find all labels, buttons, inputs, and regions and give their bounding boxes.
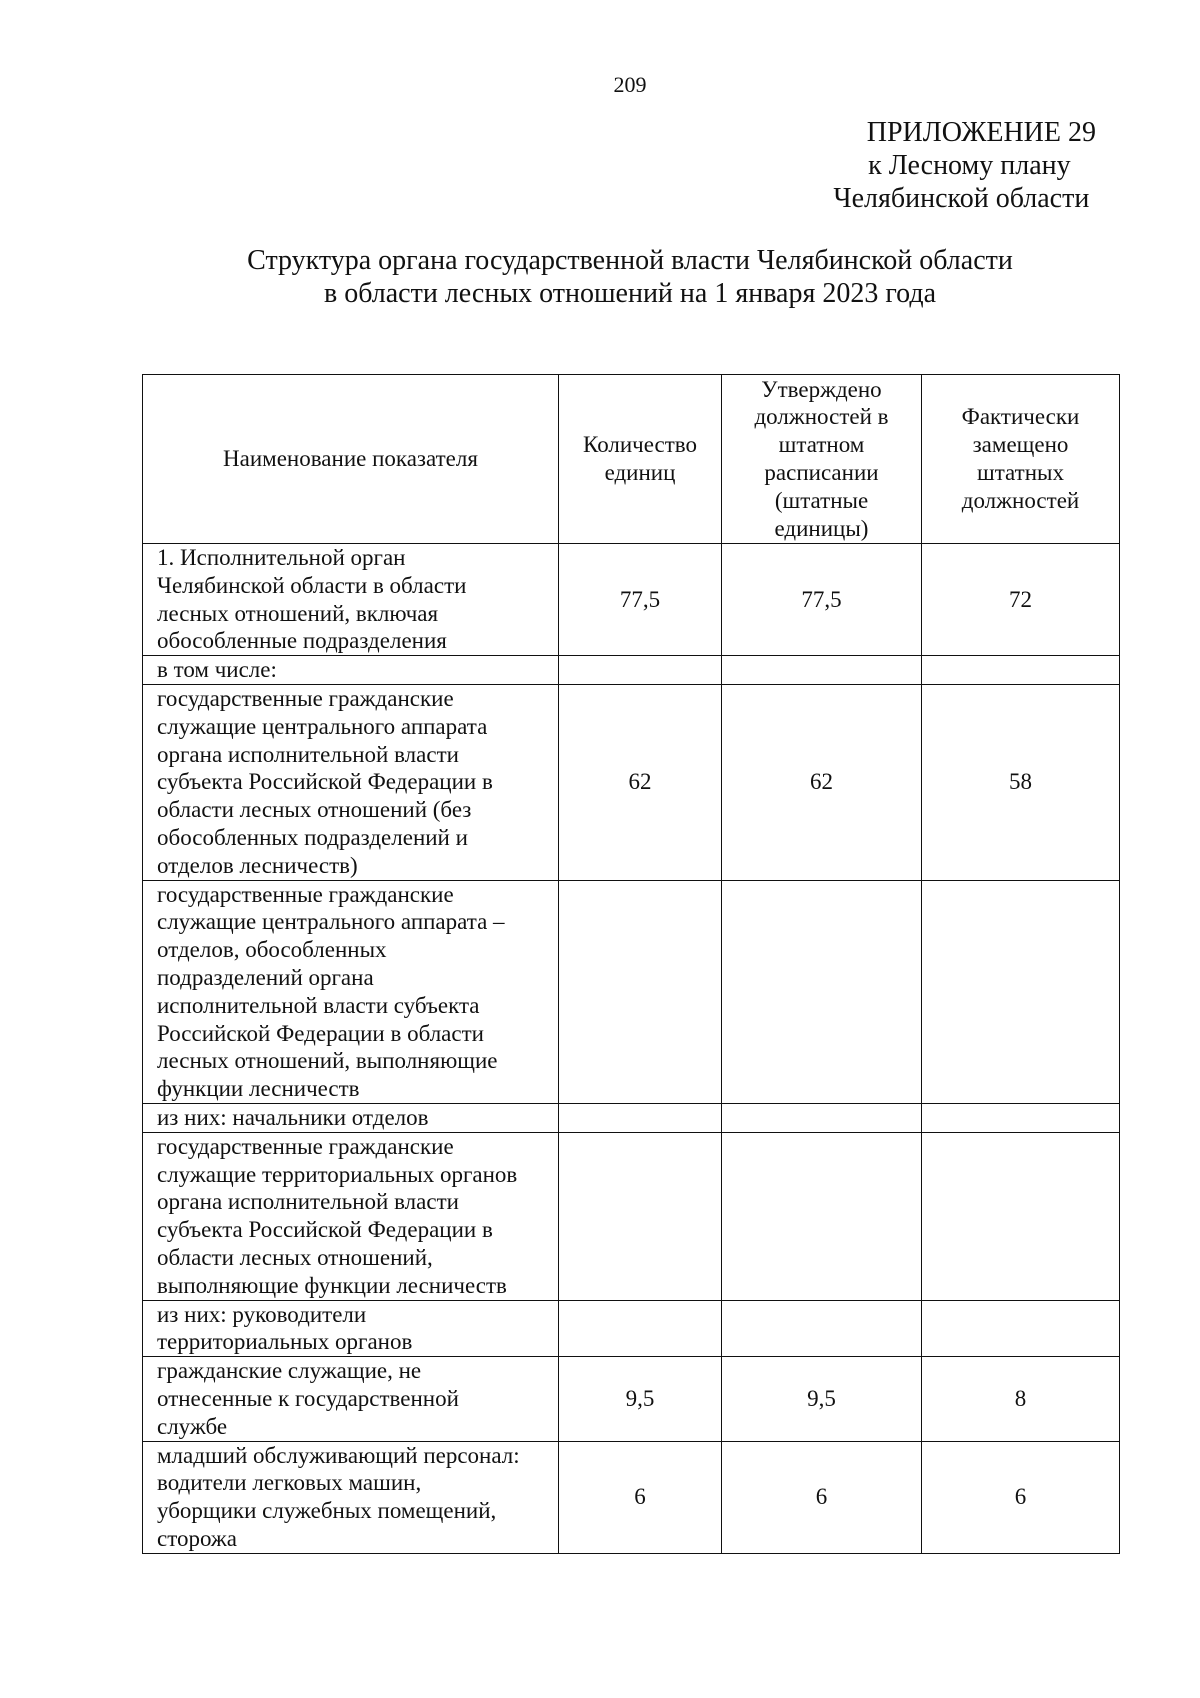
indicator-name-line: субъекта Российской Федерации в bbox=[157, 1217, 493, 1243]
unit-count-cell: 62 bbox=[559, 684, 722, 880]
indicator-name-line: отнесенные к государственной bbox=[157, 1385, 459, 1411]
indicator-name-line: субъекта Российской Федерации в bbox=[157, 769, 493, 795]
indicator-name-line: территориальных органов bbox=[157, 1329, 413, 1355]
header-text-line: единиц bbox=[604, 460, 676, 485]
indicator-name-line: отделов, обособленных bbox=[157, 937, 387, 963]
approved-positions-cell bbox=[722, 656, 922, 685]
indicator-name-line: обособленных подразделений и bbox=[157, 824, 468, 850]
table-row bbox=[143, 1103, 1120, 1132]
indicator-name-cell bbox=[143, 544, 559, 656]
indicator-name-line: служащие центрального аппарата – bbox=[157, 909, 505, 935]
indicator-name-line: государственные гражданские bbox=[157, 881, 454, 907]
filled-positions-cell bbox=[922, 1300, 1120, 1357]
table-row bbox=[143, 1132, 1120, 1300]
table-row bbox=[143, 656, 1120, 685]
unit-count-cell bbox=[559, 1132, 722, 1300]
appendix-region: Челябинской области bbox=[833, 183, 1090, 214]
table-body bbox=[143, 544, 1120, 1554]
approved-positions-cell bbox=[722, 1300, 922, 1357]
unit-count-cell: 77,5 bbox=[559, 544, 722, 656]
indicator-name-line: гражданские служащие, не bbox=[157, 1358, 422, 1384]
header-text-line: Утверждено bbox=[761, 376, 882, 402]
filled-positions-cell: 72 bbox=[922, 544, 1120, 656]
header-indicator-name bbox=[143, 375, 559, 544]
indicator-name-line: отделов лесничеств) bbox=[157, 852, 358, 878]
header-text-line: Фактически bbox=[961, 404, 1080, 430]
approved-positions-cell: 9,5 bbox=[722, 1357, 922, 1441]
indicator-name-cell bbox=[143, 1357, 559, 1441]
header-text-line: штатном bbox=[778, 432, 865, 458]
unit-count-cell: 6 bbox=[559, 1441, 722, 1553]
filled-positions-cell bbox=[922, 1132, 1120, 1300]
indicator-name-cell bbox=[143, 880, 559, 1103]
indicator-name-line: сторожа bbox=[157, 1525, 237, 1551]
indicator-name-line: лесных отношений, включая bbox=[157, 600, 439, 626]
indicator-name-line: подразделений органа bbox=[157, 964, 374, 990]
unit-count-cell bbox=[559, 1300, 722, 1357]
structure-table bbox=[142, 374, 1120, 1554]
indicator-name-line: водители легковых машин, bbox=[157, 1470, 422, 1496]
indicator-name-line: области лесных отношений, bbox=[157, 1244, 433, 1270]
table-row bbox=[143, 1357, 1120, 1441]
indicator-name-line: службе bbox=[157, 1413, 228, 1439]
filled-positions-cell bbox=[922, 656, 1120, 685]
header-text-line: (штатные bbox=[774, 487, 869, 513]
unit-count-cell bbox=[559, 656, 722, 685]
unit-count-cell: 9,5 bbox=[559, 1357, 722, 1441]
filled-positions-cell: 58 bbox=[922, 684, 1120, 880]
appendix-title: ПРИЛОЖЕНИЕ 29 bbox=[866, 117, 1096, 148]
approved-positions-cell bbox=[722, 1103, 922, 1132]
indicator-name-line: государственные гражданские bbox=[157, 1133, 454, 1159]
indicator-name-line: 1. Исполнительной орган bbox=[157, 545, 406, 570]
indicator-name-line: Челябинской области в области bbox=[157, 572, 467, 598]
filled-positions-cell: 6 bbox=[922, 1441, 1120, 1553]
table-row bbox=[143, 1300, 1120, 1357]
filled-positions-cell bbox=[922, 1103, 1120, 1132]
approved-positions-cell: 6 bbox=[722, 1441, 922, 1553]
indicator-name-line: обособленные подразделения bbox=[157, 628, 447, 654]
header-approved-positions bbox=[722, 375, 922, 544]
indicator-name-line: органа исполнительной власти bbox=[157, 741, 459, 767]
document-title-line-1: Структура органа государственной власти Челябинской области bbox=[247, 245, 1013, 276]
table-row bbox=[143, 544, 1120, 656]
appendix-header bbox=[827, 116, 1096, 215]
approved-positions-cell: 77,5 bbox=[722, 544, 922, 656]
filled-positions-cell bbox=[922, 880, 1120, 1103]
header-text-line: штатных bbox=[977, 460, 1064, 485]
header-text-line: должностей bbox=[961, 487, 1080, 513]
filled-positions-cell: 8 bbox=[922, 1357, 1120, 1441]
table-row bbox=[143, 684, 1120, 880]
approved-positions-cell: 62 bbox=[722, 684, 922, 880]
header-text-line: единицы) bbox=[774, 515, 869, 541]
header-filled-positions bbox=[922, 375, 1120, 544]
document-title-line-2: в области лесных отношений на 1 января 2023 года bbox=[323, 278, 937, 309]
unit-count-cell bbox=[559, 1103, 722, 1132]
indicator-name-line: уборщики служебных помещений, bbox=[157, 1498, 497, 1524]
indicator-name-line: выполняющие функции лесничеств bbox=[157, 1272, 507, 1298]
indicator-name-cell bbox=[143, 684, 559, 880]
indicator-name-cell bbox=[143, 1132, 559, 1300]
indicator-name-line: государственные гражданские bbox=[157, 685, 454, 711]
header-unit-count bbox=[559, 375, 722, 544]
indicator-name-line: органа исполнительной власти bbox=[157, 1189, 459, 1215]
header-text-line: Количество bbox=[583, 432, 697, 458]
indicator-name-line: лесных отношений, выполняющие bbox=[157, 1048, 498, 1074]
indicator-name-line: исполнительной власти субъекта bbox=[157, 992, 480, 1018]
approved-positions-cell bbox=[722, 1132, 922, 1300]
table-row bbox=[143, 1441, 1120, 1553]
indicator-name-line: из них: начальники отделов bbox=[157, 1104, 429, 1130]
indicator-name-line: Российской Федерации в области bbox=[157, 1020, 484, 1046]
header-text-line: Наименование показателя bbox=[223, 446, 478, 472]
indicator-name-line: служащие территориальных органов bbox=[157, 1161, 518, 1187]
table-header-row bbox=[143, 375, 1120, 544]
indicator-name-line: функции лесничеств bbox=[157, 1076, 360, 1102]
header-text-line: замещено bbox=[972, 432, 1069, 458]
page-number: 209 bbox=[613, 72, 647, 97]
indicator-name-line: в том числе: bbox=[157, 657, 277, 683]
header-text-line: расписании bbox=[764, 460, 879, 485]
indicator-name-cell bbox=[143, 656, 559, 685]
header-text-line: должностей в bbox=[754, 404, 889, 430]
document-title bbox=[140, 244, 1120, 310]
indicator-name-line: служащие центрального аппарата bbox=[157, 713, 488, 739]
indicator-name-line: из них: руководители bbox=[157, 1301, 367, 1327]
indicator-name-line: младший обслуживающий персонал: bbox=[157, 1442, 520, 1468]
approved-positions-cell bbox=[722, 880, 922, 1103]
indicator-name-line: области лесных отношений (без bbox=[157, 797, 472, 823]
indicator-name-cell bbox=[143, 1103, 559, 1132]
unit-count-cell bbox=[559, 880, 722, 1103]
appendix-reference: к Лесному плану bbox=[868, 150, 1071, 181]
indicator-name-cell bbox=[143, 1300, 559, 1357]
table-row bbox=[143, 880, 1120, 1103]
indicator-name-cell bbox=[143, 1441, 559, 1553]
